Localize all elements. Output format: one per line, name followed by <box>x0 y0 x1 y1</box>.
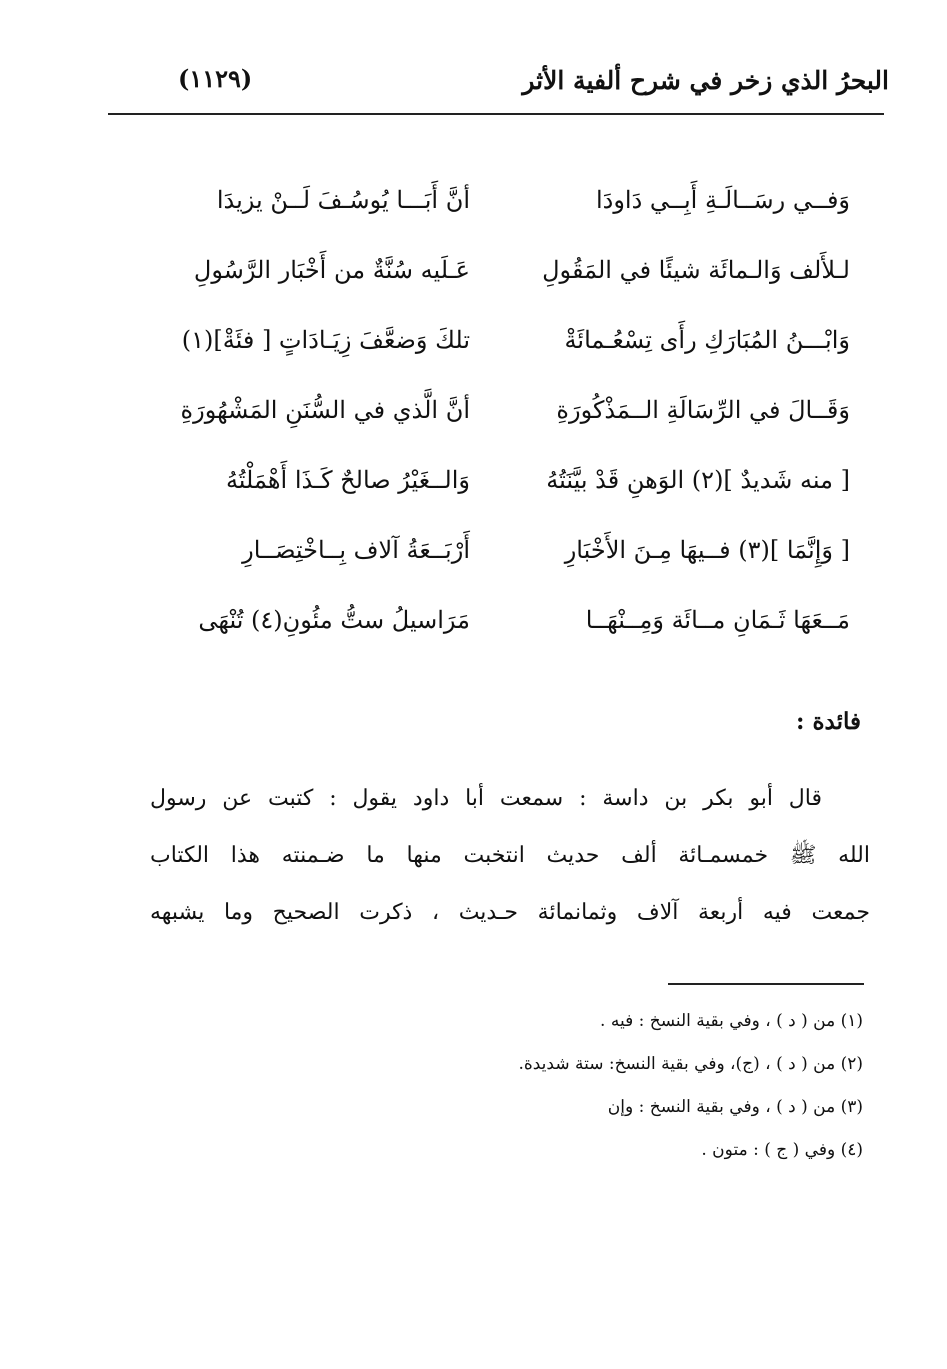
prose-paragraph <box>150 770 870 941</box>
verse-first-hemistich: مَــعَهَا ثَـمَانِ مــائَة وَمِــنْهَــا <box>585 606 850 634</box>
verse-line <box>150 536 850 606</box>
verse-second-hemistich: تلكَ وَضعَّفَ زِيَـادَاتٍ [ فئَةْ](١) <box>181 326 470 354</box>
section-heading: فائدة : <box>795 708 861 735</box>
page-number: (١١٢٩) <box>178 64 253 93</box>
verse-second-hemistich: مَرَاسيلُ ستُّ مئُونِ(٤) تُنْهَى <box>198 606 470 634</box>
verse-line <box>150 256 850 326</box>
verse-line <box>150 326 850 396</box>
verse-first-hemistich: [ وَإِنَّمَا ](٣) فــيهَا مِـنَ الأَخْبَارِ <box>564 536 850 564</box>
verse-line <box>150 466 850 536</box>
running-title: البحرُ الذي زخر في شرح ألفية الأثر <box>522 66 889 95</box>
verse-second-hemistich: أنَّ الَّذي في السُّنَنِ المَشْهُورَةِ <box>180 396 470 424</box>
verse-first-hemistich: وَفــي رسَــالَـةِ أَبِــي دَاودَا <box>595 186 850 214</box>
verse-second-hemistich: أنَّ أَبَـــا يُوسُـفَ لَــنْ يزيدَا <box>216 186 470 214</box>
verse-block <box>150 186 850 676</box>
header-rule <box>108 113 884 115</box>
verse-second-hemistich: عَـلَيه سُنَّةٌ من أَخْبَار الرَّسُولِ <box>193 256 470 284</box>
verse-first-hemistich: لـلأَلف وَالـمائَة شيئًا في المَقُولِ <box>542 256 850 284</box>
footnote-rule <box>668 983 864 985</box>
footnote: (٣) من ( د ) ، وفي بقية النسخ : وإن <box>607 1097 863 1117</box>
verse-first-hemistich: [ منه شَديدٌ ](٢) الوَهنِ قَدْ بيَّنَتُهُ <box>546 466 850 494</box>
verse-second-hemistich: وَالــغَيْرُ صالحٌ كَـذَا أَهْمَلْتُهُ <box>225 466 470 494</box>
footnotes <box>263 1000 863 1172</box>
footnote: (٢) من ( د ) ، (ج)، وفي بقية النسخ: ستة شديدة. <box>518 1054 863 1074</box>
verse-line <box>150 606 850 676</box>
footnote: (١) من ( د ) ، وفي بقية النسخ : فيه . <box>600 1011 863 1031</box>
verse-second-hemistich: أَرْبَــعَةُ آلاف بِــاخْتِصَــارِ <box>242 536 470 564</box>
verse-line <box>150 186 850 256</box>
prose-line: الله ﷺ خمسمـائة ألف حديث انتخبت منها ما ضـمنته هذا الكتاب <box>150 843 870 868</box>
prose-line: جمعت فيه أربعة آلاف وثمانمائة حـديث ، ذكرت الصحيح وما يشبهه <box>150 900 870 925</box>
verse-first-hemistich: وَابْـــنُ المُبَارَكِ رأَى تِسْعُـمائَةْ <box>564 326 850 354</box>
prose-line: قال أبو بكر بن داسة : سمعت أبا داود يقول : كتبت عن رسول <box>150 786 822 811</box>
verse-first-hemistich: وَقَــالَ في الرِّسَالَةِ الــمَذْكُورَةِ <box>556 396 850 424</box>
verse-line <box>150 396 850 466</box>
footnote: (٤) وفي ( ج ) : متون . <box>701 1140 863 1160</box>
